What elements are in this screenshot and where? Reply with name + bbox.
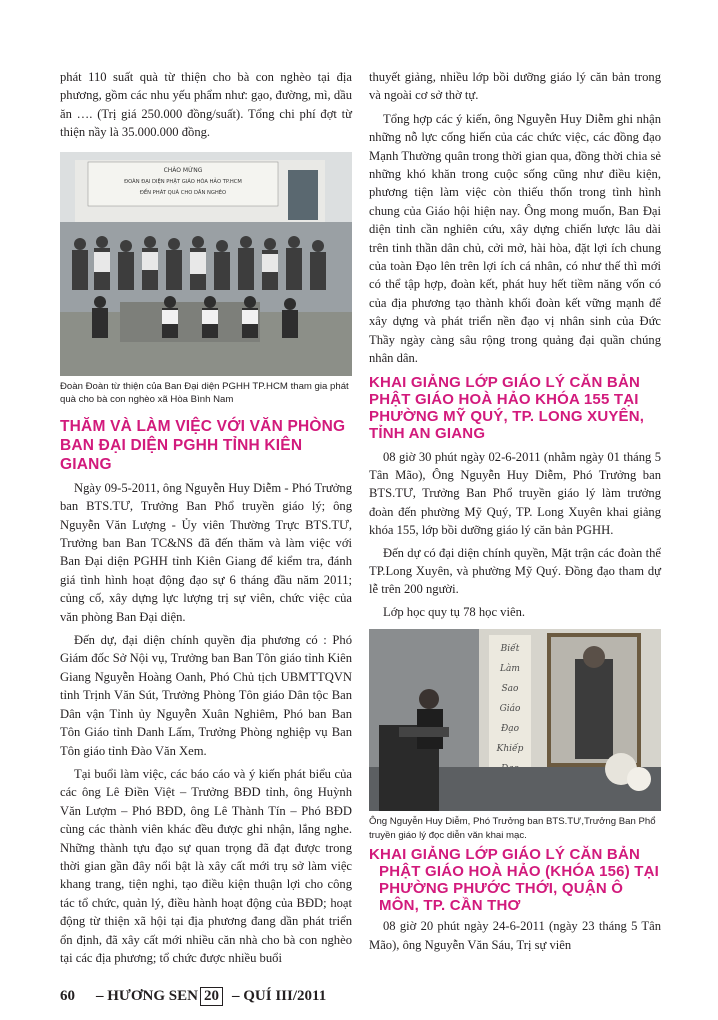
vertical-text-6: Khiếp [496,744,524,755]
vertical-text-1: Biết [500,644,520,655]
page-number: 60 [60,988,75,1004]
summary-paragraph: Tổng hợp các ý kiến, ông Nguyễn Huy Diễm ghi nhận những nỗ lực cống hiến của các chức việc, các đồng đạo Mạnh Thường quân trong thời gian qua, đồng thời chia sẻ những khó khăn trong cuộc sống cũng như điều kiện, phương tiện làm việc còn thiếu thốn trong tình hình chung của Giáo hội hiện nay. Ông mong muốn, Ban Đại diện tỉnh cần nghiên cứu, xây dựng chiến lược lâu dài trên tinh thần dân chủ, cởi mở, hài hòa, đặt lợi ích chung của toàn Đạo lên trên lợi ích cá nhân, có như thế thì mới có thể tập hợp, đoàn kết, phát huy hết tiềm năng vốn có của địa phương tạo thành khối đoàn kết vững mạnh để xây dựng và phát triển nền đạo vị nhân sinh của Đức Thầy ngày càng sâu rộng trong quảng đại quần chúng nhân dân. [369,111,661,366]
svg-text:CHÀO MỪNG: CHÀO MỪNG [163,166,203,174]
intro-paragraph: phát 110 suất quà từ thiện cho bà con nghèo tại địa phương, gồm các nhu yếu phẩm như: gạo, đường, mì, dầu ăn …. (Trị giá 250.000 đồng/suất). Tổng chi phí đợt từ thiện nầy là 35.000.000 đồng. [60,70,352,140]
svg-text:ĐOÀN ĐẠI DIỆN PHẬT GIÁO HÒA HẢ: ĐOÀN ĐẠI DIỆN PHẬT GIÁO HÒA HẢO TP.HCM [124,178,242,185]
right-column [369,68,661,954]
section2-paragraph-2: Đến dự có đại diện chính quyền, Mặt trận các đoàn thể TP.Long Xuyên, và phường Mỹ Quý. Đồng đạo tham dự lễ trên 200 người. [369,545,661,597]
left-column [60,68,352,967]
vertical-text-4: Giáo [499,704,521,715]
issue-quarter: – QUÍ III/2011 [232,988,327,1004]
ceremony-photo-illustration [369,629,661,811]
section1-paragraph-1: Ngày 09-5-2011, ông Nguyễn Huy Diễm - Phó Trưởng ban BTS.TƯ, Trưởng Ban Phổ truyền giáo lý; ông Nguyễn Văn Lượng - Ủy viên Thường Trực BTS.TƯ, Trưởng ban Ban TC&NS đã đến thăm và làm việc với Ban Đại diện PGHH tỉnh Kiên Giang để kiểm tra, đánh giá tình hình hoạt động đạo sự 6 tháng đầu năm 2011; củng cố, xây dựng lực lượng trị sự viên, chức việc của văn phòng Ban Đại diện. [60,480,352,624]
section3-paragraph-1: 08 giờ 20 phút ngày 24-6-2011 (ngày 23 tháng 5 Tân Mão), ông Nguyễn Văn Sáu, Trị sự viên [369,919,661,952]
section1-paragraph-3: Tại buổi làm việc, các báo cáo và ý kiến phát biểu của các ông Lê Điền Việt – Trưởng BĐD tỉnh, ông Huỳnh Văn Lượm – Phó BĐD, ông Lê Thành Tín – Phó BĐD cùng các thành viên khác đều được ghi nhận, lắng nghe. Những thành tựu đạo sự quan trọng đã đạt được trong thời gian gần đây nổi bật là xây cất mới trụ sở làm việc khang trang, tiện nghi, tạo điều kiện thuận lợi cho công tác tổ chức, quản lý, điều hành hoạt động của BĐD; hoạt động từ thiện xã hội tại địa phương đang dần phát triển ổn định, đã xây cất mới nhiều căn nhà cho bà con nghèo tại các địa phương; tổ chức được nhiều buổi [60,766,352,965]
group-photo [60,152,352,376]
vertical-text-3: Sao [501,684,519,695]
photo1-caption: Đoàn Đoàn từ thiện của Ban Đại diện PGHH TP.HCM tham gia phát quà cho bà con nghèo xã Hòa Bình Nam [60,380,349,406]
section1-heading: THĂM VÀ LÀM VIỆC VỚI VĂN PHÒNG BAN ĐẠI DIỆN PGHH TỈNH KIÊN GIANG [60,417,346,473]
section2-heading: KHAI GIẢNG LỚP GIÁO LÝ CĂN BẢN PHẬT GIÁO HOÀ HẢO KHÓA 155 TẠI PHƯỜNG MỸ QUÝ, TP. LONG XUYÊN, TỈNH AN GIANG [369,373,645,442]
vertical-text-5: Đạo [500,724,520,735]
section2-paragraph-3: Lớp học quy tụ 78 học viên. [383,604,526,619]
photo2-caption: Ông Nguyễn Huy Diễm, Phó Trưởng ban BTS.TƯ,Trưởng Ban Phổ truyền giáo lý đọc diễn văn khai mạc. [369,816,656,841]
group-photo-illustration [60,152,352,376]
vertical-text-2: Làm [500,664,520,675]
section1-paragraph-2: Đến dự, đại diện chính quyền địa phương có : Phó Giám đốc Sở Nội vụ, Trưởng ban Ban Tôn giáo tỉnh Kiên Giang Nguyễn Hoàng Oanh, Phó Chủ tịch UBMTTQVN tỉnh Trịnh Văn Sút, Trưởng Phòng Tôn giáo Dân tộc Ban Dân vận Tỉnh ủy Nguyễn Xuân Nghiêm, Phó ban Ban Tôn Giáo tỉnh Danh Lấm, Trưởng Phòng nghiệp vụ Ban Tôn giáo tỉnh Đào Văn Xem. [60,633,352,758]
page-footer [60,988,660,1012]
section2-paragraph-1: 08 giờ 30 phút ngày 02-6-2011 (nhằm ngày 01 tháng 5 Tân Mão), Ông Nguyễn Huy Diễm, Phó Trưởng ban BTS.TƯ, Trưởng Ban Phổ truyền giáo lý làm trưởng đoàn đến phường Mỹ Quý, TP. Long Xuyên khai giảng khóa 155, lớp bồi dưỡng giáo lý căn bản PGHH. [369,449,661,538]
ceremony-photo [369,629,661,811]
svg-text:ĐẾN PHÁT QUÀ CHO DÂN NGHÈO: ĐẾN PHÁT QUÀ CHO DÂN NGHÈO [139,189,227,196]
issue-number: 20 [200,987,223,1006]
section3-heading: KHAI GIẢNG LỚP GIÁO LÝ CĂN BẢN PHẬT GIÁO HOÀ HẢO (KHÓA 156) TẠI PHƯỜNG PHƯỚC THỚI, QUẬN Ô MÔN, TP. CẦN THƠ [369,846,660,915]
continuation-paragraph: thuyết giảng, nhiều lớp bồi dưỡng giáo lý căn bản trong và ngoài cơ sở thờ tự. [369,70,661,103]
magazine-title: – HƯƠNG SEN [96,988,198,1004]
